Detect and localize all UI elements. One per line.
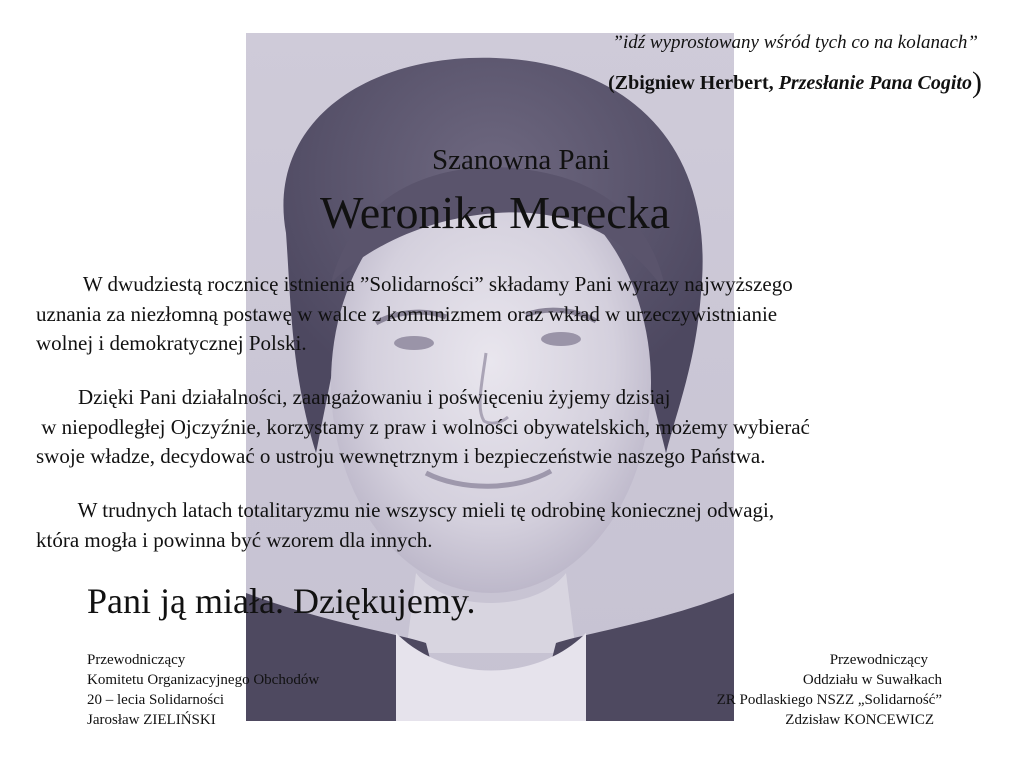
paragraph-line: swoje władze, decydować o ustroju wewnętrznym i bezpieczeństwie naszego Państwa. bbox=[36, 444, 766, 468]
body-paragraph bbox=[36, 496, 976, 555]
signature-line: Przewodniczący bbox=[87, 652, 186, 668]
epigraph-work-title: Przesłanie Pana Cogito bbox=[778, 72, 972, 94]
body-paragraph bbox=[36, 383, 976, 472]
closing-line: Pani ją miała. Dziękujemy. bbox=[87, 581, 476, 621]
signature-line: Oddziału w Suwałkach bbox=[802, 672, 942, 688]
recipient-name: Weronika Merecka bbox=[320, 187, 671, 238]
signature-line: Komitetu Organizacyjnego Obchodów bbox=[87, 672, 320, 688]
salutation: Szanowna Pani bbox=[432, 144, 610, 176]
paragraph-line: W dwudziestą rocznicę istnienia ”Solidarności” składamy Pani wyrazy najwyższego bbox=[36, 272, 793, 296]
paragraph-line: która mogła i powinna być wzorem dla innych. bbox=[36, 527, 433, 552]
signature-line: Przewodniczący bbox=[829, 652, 928, 668]
epigraph-close-paren: ) bbox=[972, 66, 982, 99]
body-paragraph bbox=[36, 270, 976, 359]
epigraph-attribution bbox=[608, 66, 982, 100]
signature-block-left bbox=[87, 650, 319, 730]
signature-line: 20 – lecia Solidarności bbox=[87, 692, 225, 708]
epigraph-author: (Zbigniew Herbert, bbox=[608, 72, 779, 94]
paragraph-line: Dzięki Pani działalności, zaangażowaniu i poświęceniu żyjemy dzisiaj bbox=[36, 385, 671, 409]
signature-name: Jarosław ZIELIŃSKI bbox=[87, 712, 216, 728]
paragraph-line: W trudnych latach totalitaryzmu nie wszyscy mieli tę odrobinę koniecznej odwagi, bbox=[36, 498, 775, 522]
paragraph-line: w niepodległej Ojczyźnie, korzystamy z praw i wolności obywatelskich, możemy wybierać bbox=[36, 414, 810, 439]
epigraph-quote: ”idź wyprostowany wśród tych co na kolanach” bbox=[612, 32, 978, 53]
signature-block-right bbox=[717, 650, 942, 730]
paragraph-line: wolnej i demokratycznej Polski. bbox=[36, 331, 307, 355]
paragraph-line: uznania za niezłomną postawę w walce z komunizmem oraz wkład w urzeczywistnianie bbox=[36, 301, 778, 326]
signature-name: Zdzisław KONCEWICZ bbox=[785, 712, 934, 728]
signature-line: ZR Podlaskiego NSZZ „Solidarność” bbox=[716, 692, 942, 708]
